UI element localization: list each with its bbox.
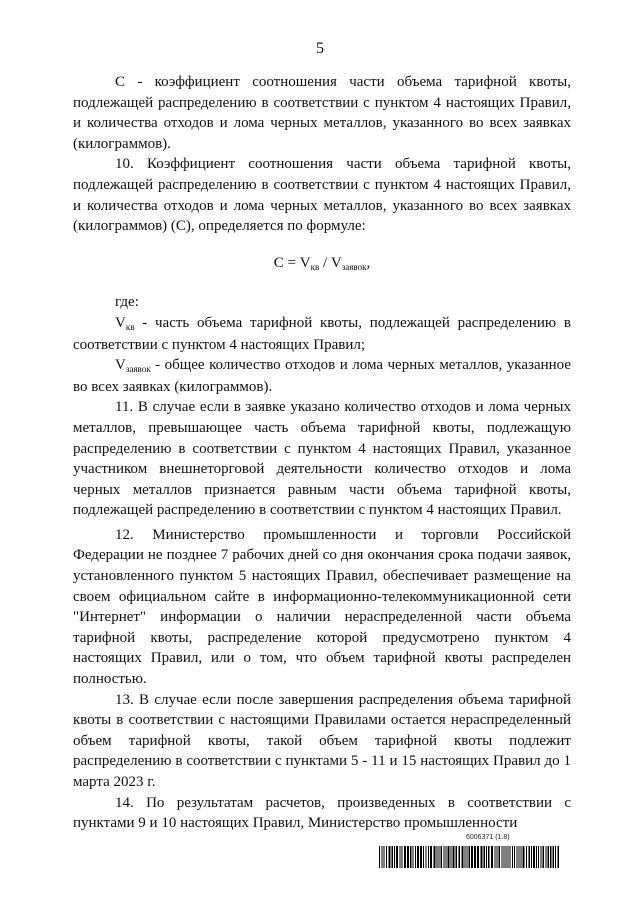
paragraph-10: 10. Коэффициент соотношения части объема тарифной квоты, подлежащей распределению в соответствии с пунктом 4 настоящих Правил, и количества отходов и лома черных металлов, указанного во всех заявках (килограммов) (С), определяется по формуле: bbox=[73, 156, 571, 235]
v-kv-text: - часть объема тарифной квоты, подлежащей распределению в соответствии с пунктом 4 настоящих Правил; bbox=[73, 314, 571, 353]
formula-sub-kv: кв bbox=[310, 261, 320, 272]
v-kv-symbol: V bbox=[115, 314, 126, 331]
barcode-label: 6006371 (1.8) bbox=[466, 834, 510, 841]
definition-v-zayavok bbox=[73, 355, 571, 397]
formula-mid: / V bbox=[319, 254, 342, 271]
document-body bbox=[73, 72, 571, 834]
paragraph-13: 13. В случае если после завершения распределения объема тарифной квоты в соответствии с настоящими Правилами остается нераспределенный объем тарифной квоты, такой объем тарифной квоты подлежит распределению в соответствии с пунктами 5 - 11 и 15 настоящих Правил до 1 марта 2023 г. bbox=[73, 691, 571, 790]
paragraph-c-definition: С - коэффициент соотношения части объема тарифной квоты, подлежащей распределению в соответствии с пунктом 4 настоящих Правил, и количества отходов и лома черных металлов, указанного во всех заявках (килограммов). bbox=[73, 74, 571, 152]
definition-v-kv bbox=[73, 313, 571, 355]
v-zayavok-symbol: V bbox=[115, 357, 126, 374]
paragraph-12: 12. Министерство промышленности и торговли Российской Федерации не позднее 7 рабочих дней со дня окончания срока подачи заявок, установленного пунктом 5 настоящих Правил, обеспечивает размещение на своем официальном сайте в информационно-телекоммуникационной сети "Интернет" информации о наличии нераспределенной части объема тарифной квоты, распределение которой предусмотрено пунктом 4 настоящих Правил, или о том, что объем тарифной квоты распределен полностью. bbox=[73, 526, 571, 688]
formula-end: , bbox=[366, 254, 371, 271]
page-number: 5 bbox=[316, 40, 324, 57]
where-label: где: bbox=[115, 294, 139, 311]
barcode-icon bbox=[379, 846, 559, 868]
formula bbox=[73, 253, 571, 275]
v-zayavok-text: - общее количество отходов и лома черных металлов, указанное во всех заявках (килограммов). bbox=[73, 357, 571, 395]
formula-sub-zayavok: заявок bbox=[341, 261, 367, 272]
v-zayavok-sub: заявок bbox=[125, 364, 151, 375]
v-kv-sub: кв bbox=[125, 321, 135, 332]
paragraph-14: 14. По результатам расчетов, произведенных в соответствии с пунктами 9 и 10 настоящих Правил, Министерство промышленности bbox=[73, 794, 571, 832]
paragraph-11: 11. В случае если в заявке указано количество отходов и лома черных металлов, превышающее часть объема тарифной квоты, подлежащую распределению в соответствии с пунктом 4 настоящих Правил, указанное участником внешнеторговой деятельности количество отходов и лома черных металлов признается равным части объема тарифной квоты, подлежащей распределению в соответствии с пунктом 4 настоящих Правил. bbox=[73, 399, 571, 519]
formula-lhs: С = V bbox=[273, 254, 311, 271]
